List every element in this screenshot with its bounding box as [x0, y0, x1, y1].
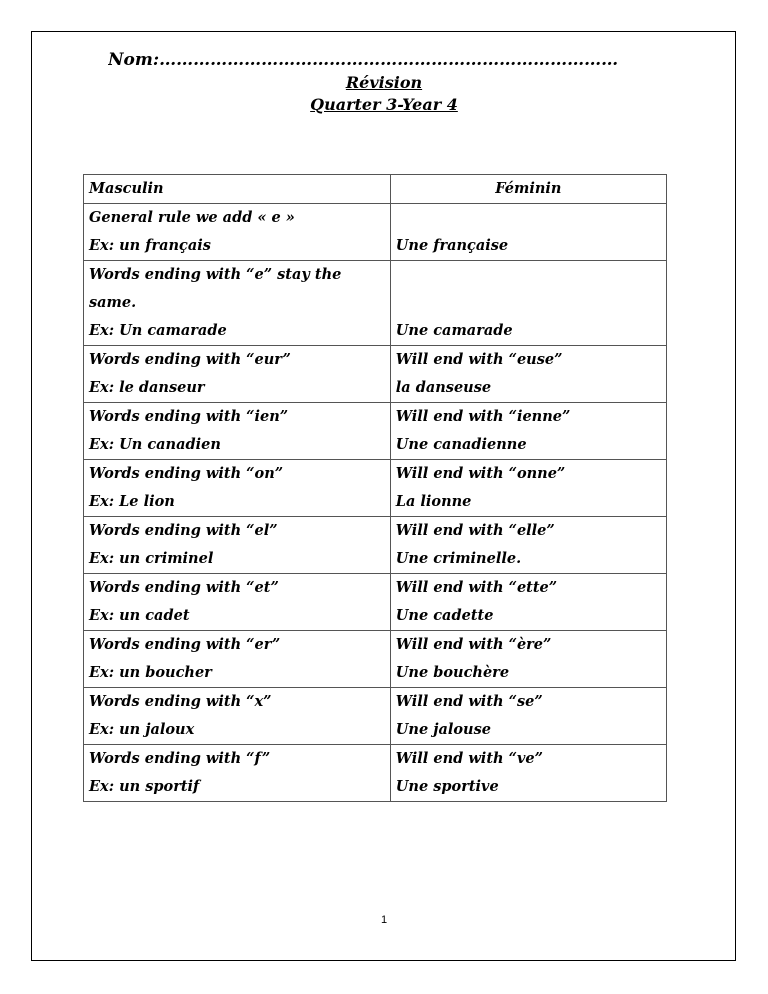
- table-row: [84, 346, 667, 403]
- rule-text: Will end with “onne”: [395, 465, 566, 482]
- rule-text: Words ending with “x”: [89, 693, 272, 710]
- example-text: Ex: le danseur: [89, 379, 205, 396]
- example-text: Une canadienne: [395, 436, 527, 453]
- example-text: la danseuse: [395, 379, 492, 396]
- rule-text: Words ending with “er”: [89, 636, 281, 653]
- table-row: [84, 403, 667, 460]
- masculin-cell: [84, 631, 391, 688]
- page-number: 1: [380, 914, 388, 926]
- table-row: [84, 517, 667, 574]
- feminin-cell: [390, 745, 666, 802]
- column-header-masculin: Masculin: [84, 175, 391, 204]
- column-header-feminin: Féminin: [390, 175, 666, 204]
- rule-text: General rule we add « e »: [89, 209, 295, 226]
- feminin-cell: [390, 261, 666, 346]
- masculin-cell: [84, 688, 391, 745]
- example-text: Une sportive: [395, 778, 499, 795]
- example-text: Ex: un boucher: [89, 664, 212, 681]
- rule-text: Words ending with “el”: [89, 522, 278, 539]
- example-text: Ex: Un camarade: [89, 322, 227, 339]
- masculin-cell: [84, 403, 391, 460]
- example-text: Une criminelle.: [395, 550, 522, 567]
- table-row: [84, 745, 667, 802]
- feminin-cell: [390, 688, 666, 745]
- masculin-cell: [84, 745, 391, 802]
- example-text: Ex: un criminel: [89, 550, 214, 567]
- table-row: [84, 574, 667, 631]
- rule-text: Will end with “ère”: [395, 636, 552, 653]
- example-text: Ex: un sportif: [89, 778, 200, 795]
- table-row: [84, 460, 667, 517]
- masculin-cell: [84, 517, 391, 574]
- rule-text: Will end with “euse”: [395, 351, 563, 368]
- feminin-cell: [390, 574, 666, 631]
- table-row: [84, 261, 667, 346]
- masculin-cell: [84, 204, 391, 261]
- page-title: Révision: [345, 73, 423, 92]
- feminin-cell: [390, 631, 666, 688]
- example-text: Une jalouse: [395, 721, 491, 738]
- feminin-cell: [390, 517, 666, 574]
- rule-text: Will end with “se”: [395, 693, 543, 710]
- rule-text: Will end with “elle”: [395, 522, 555, 539]
- rule-text: Words ending with “et”: [89, 579, 279, 596]
- example-text: Ex: un cadet: [89, 607, 190, 624]
- example-text: Une française: [395, 237, 509, 254]
- table-row: [84, 688, 667, 745]
- rule-text: Words ending with “on”: [89, 465, 284, 482]
- rule-text: Words ending with “e” stay the same.: [89, 266, 342, 311]
- example-text: Une bouchère: [395, 664, 510, 681]
- table-row: [84, 204, 667, 261]
- example-text: Ex: un jaloux: [89, 721, 195, 738]
- masculin-cell: [84, 574, 391, 631]
- table-header-row: [84, 175, 667, 204]
- rule-text: Will end with “ve”: [395, 750, 543, 767]
- rule-text: Words ending with “eur”: [89, 351, 291, 368]
- rule-text: Will end with “ienne”: [395, 408, 571, 425]
- feminin-cell: [390, 204, 666, 261]
- feminin-cell: [390, 403, 666, 460]
- page-subtitle: Quarter 3-Year 4: [310, 95, 458, 114]
- example-text: Une camarade: [395, 322, 513, 339]
- feminin-cell: [390, 346, 666, 403]
- example-text: Ex: Le lion: [89, 493, 175, 510]
- rule-text: Will end with “ette”: [395, 579, 558, 596]
- gender-rules-table: [83, 174, 667, 802]
- rule-text: Words ending with “f”: [89, 750, 271, 767]
- masculin-cell: [84, 261, 391, 346]
- example-text: La lionne: [395, 493, 472, 510]
- table-row: [84, 631, 667, 688]
- feminin-cell: [390, 460, 666, 517]
- example-text: Une cadette: [395, 607, 494, 624]
- masculin-cell: [84, 460, 391, 517]
- example-text: Ex: Un canadien: [89, 436, 221, 453]
- masculin-cell: [84, 346, 391, 403]
- rule-text: Words ending with “ien”: [89, 408, 289, 425]
- name-field-line: Nom:………………………………………………………………………: [108, 50, 619, 70]
- example-text: Ex: un français: [89, 237, 211, 254]
